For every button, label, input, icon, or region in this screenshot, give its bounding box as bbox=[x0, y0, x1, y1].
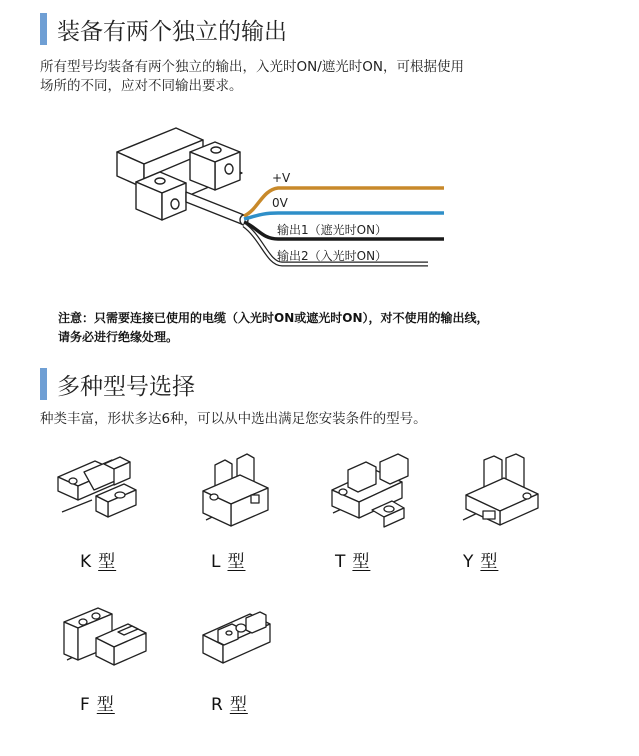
model-r-illustration bbox=[203, 612, 270, 663]
model-letter: T bbox=[335, 552, 347, 572]
model-letter: K bbox=[80, 552, 93, 572]
model-suffix: 型 bbox=[480, 552, 499, 572]
model-suffix: 型 bbox=[352, 552, 371, 572]
wire-label-output-2: 输出2（入光时ON） bbox=[277, 249, 388, 263]
wire-label-plus-v: +V bbox=[272, 171, 291, 185]
model-suffix: 型 bbox=[227, 552, 246, 572]
wire-label-output-1: 输出1（遮光时ON） bbox=[277, 223, 388, 237]
model-label-k bbox=[80, 547, 116, 572]
model-y-illustration bbox=[463, 454, 538, 525]
model-label-t bbox=[335, 547, 370, 572]
model-label-r bbox=[211, 690, 248, 715]
section2-description: 种类丰富，形状多达6种，可以从中选出满足您安装条件的型号。 bbox=[40, 411, 427, 427]
model-label-y bbox=[463, 547, 498, 572]
description-line-2: 场所的不同，应对不同输出要求。 bbox=[40, 78, 243, 94]
model-letter: R bbox=[211, 695, 224, 715]
note-line-1: 注意：只需要连接已使用的电缆（入光时ON或遮光时ON），对不使用的输出线， bbox=[58, 311, 489, 325]
note-line-2: 请务必进行绝缘处理。 bbox=[58, 330, 179, 344]
model-t-illustration bbox=[332, 454, 408, 527]
section-title-text: 多种型号选择 bbox=[57, 373, 195, 400]
model-suffix: 型 bbox=[96, 695, 115, 715]
model-l-illustration bbox=[203, 454, 268, 526]
model-letter: Y bbox=[463, 552, 475, 572]
model-k-illustration bbox=[58, 457, 136, 517]
model-label-f bbox=[80, 690, 115, 715]
description-line-1: 所有型号均装备有两个独立的输出，入光时ON/遮光时ON，可根据使用 bbox=[40, 59, 464, 75]
model-f-illustration bbox=[64, 608, 146, 665]
model-label-l bbox=[211, 547, 245, 572]
model-letter: F bbox=[80, 695, 91, 715]
section-title-text: 装备有两个独立的输出 bbox=[57, 18, 287, 45]
model-letter: L bbox=[211, 552, 222, 572]
wire-label-0v: 0V bbox=[272, 196, 288, 210]
model-suffix: 型 bbox=[98, 552, 117, 572]
model-suffix: 型 bbox=[229, 695, 248, 715]
